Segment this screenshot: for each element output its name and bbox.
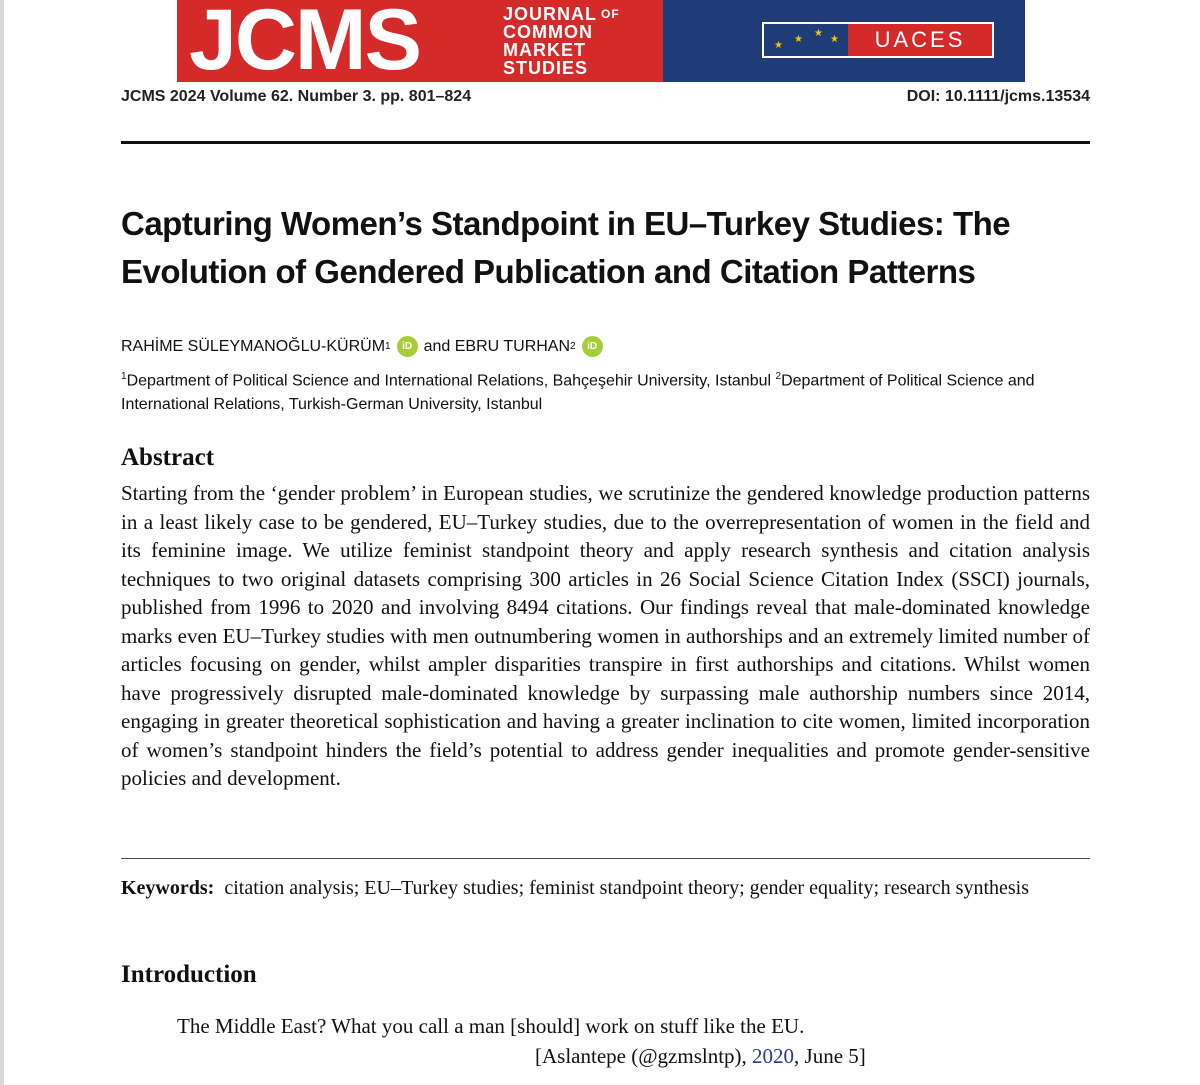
author-2-affiliation: 2	[570, 341, 576, 352]
abstract-text: Starting from the ‘gender problem’ in European studies, we scrutinize the gendered knowledge production patterns in a least likely case to be gendered, EU–Turkey studies, due to the overrepresentation of women in the field and its feminine image. We utilize feminist standpoint theory and apply research synthesis and citation analysis techniques to two original datasets comprising 300 articles in 26 Social Science Citation Index (SSCI) journals, published from 1996 to 2020 and involving 8494 citations. Our findings reveal that male-dominated knowledge marks even EU–Turkey studies with men outnumbering women in authorships and an extremely limited number of articles focusing on gender, whilst ampler disparities transpire in first authorships and citations. Whilst women have progressively disrupted male-dominated knowledge by surpassing male authorship numbers since 2014, engaging in greater theoretical sophistication and having a greater inclination to cite women, limited incorporation of women’s standpoint hinders the field’s potential to address gender inequalities and promote gender-sensitive policies and development.	[121, 481, 1090, 790]
introduction-heading: Introduction	[121, 961, 257, 988]
author-list	[121, 336, 1090, 357]
affiliation-1-marker: 1	[121, 371, 127, 382]
author-2: EBRU TURHAN	[454, 337, 571, 355]
journal-line-1: JOURNAL	[503, 4, 598, 24]
article-meta	[121, 88, 1090, 106]
keywords-list: citation analysis; EU–Turkey studies; feminist standpoint theory; gender equality; research synthesis	[224, 877, 1029, 899]
citation-year-link[interactable]: 2020	[752, 1044, 795, 1068]
journal-line-4: STUDIES	[503, 58, 589, 78]
header-rule	[121, 141, 1090, 144]
author-1: RAHİME SÜLEYMANOĞLU-KÜRÜM	[121, 337, 386, 355]
title-line-1: Capturing Women’s Standpoint in EU–Turkey Studies: The	[121, 205, 1011, 242]
citation-suffix: , June 5]	[794, 1044, 866, 1068]
title-line-2: Evolution of Gendered Publication and Citation Patterns	[121, 253, 976, 290]
epigraph-quote: The Middle East? What you call a man [should] work on stuff like the EU.	[177, 1014, 805, 1038]
journal-of: OF	[601, 7, 620, 21]
eu-stars-icon: ★ ★ ★ ★	[774, 28, 839, 51]
keywords-rule	[121, 858, 1090, 859]
doi[interactable]: DOI: 10.1111/jcms.13534	[906, 88, 1090, 105]
citation-info: JCMS 2024 Volume 62. Number 3. pp. 801–824	[121, 88, 472, 105]
uaces-logo-text: UACES	[848, 24, 992, 56]
journal-full-name	[503, 5, 620, 77]
journal-line-2: COMMON	[503, 22, 593, 42]
affiliation-2-marker: 2	[775, 371, 782, 382]
epigraph-citation	[535, 1042, 866, 1070]
abstract-heading: Abstract	[121, 444, 215, 471]
journal-banner	[177, 0, 1025, 88]
affiliations	[121, 365, 1081, 417]
article-title	[121, 200, 1081, 296]
journal-line-3: MARKET	[503, 40, 586, 60]
citation-prefix: [Aslantepe (@gzmslntp),	[535, 1044, 753, 1068]
orcid-icon[interactable]: iD	[582, 336, 603, 357]
author-1-affiliation: 1	[385, 341, 391, 352]
affiliation-1: Department of Political Science and International Relations, Bahçeşehir University, Istanbul	[126, 372, 776, 390]
uaces-logo	[762, 22, 994, 58]
orcid-icon[interactable]: iD	[397, 336, 418, 357]
uaces-panel	[663, 0, 1025, 82]
keywords-label: Keywords:	[121, 877, 215, 899]
keywords	[121, 873, 1090, 903]
jcms-logo-text: JCMS	[189, 0, 420, 88]
jcms-logo	[177, 0, 663, 88]
page-edge	[0, 0, 4, 1085]
affiliation-2: Department of Political Science and International Relations, Turkish-German University, Istanbul	[121, 372, 1035, 414]
author-connector: and	[423, 337, 451, 355]
